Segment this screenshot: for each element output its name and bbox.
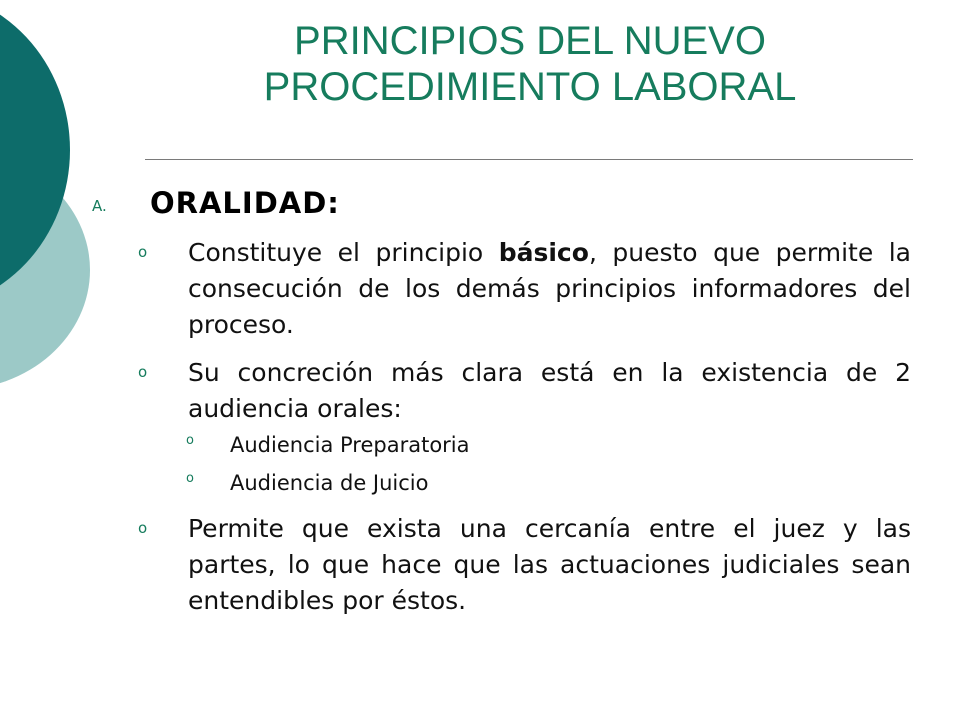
- bullet-list: [138, 235, 911, 631]
- bullet-text-post: , puesto que permite la consecución de los demás principios informadores del proceso.: [188, 238, 911, 339]
- bullet-text-pre: Constituye el principio: [188, 238, 499, 267]
- sub-bullet-item: [138, 467, 911, 499]
- bullet-marker: o: [138, 243, 148, 261]
- section-letter: A.: [92, 197, 107, 215]
- bullet-item: [138, 355, 911, 499]
- slide-title-line-2: PROCEDIMIENTO LABORAL: [263, 65, 797, 109]
- title-divider: [145, 159, 913, 160]
- sub-bullet-marker: o: [186, 471, 194, 486]
- bullet-text: Permite que exista una cercanía entre el juez y las partes, lo que hace que las actuaciones judiciales sean entendibles por éstos.: [188, 514, 911, 615]
- bullet-item: [138, 511, 911, 619]
- bullet-item: [138, 235, 911, 343]
- bullet-text-bold: básico: [498, 238, 589, 267]
- sub-bullet-text: Audiencia Preparatoria: [230, 433, 470, 457]
- sub-bullet-marker: o: [186, 433, 194, 448]
- slide-title: [150, 18, 910, 110]
- bullet-marker: o: [138, 363, 148, 381]
- sub-bullet-text: Audiencia de Juicio: [230, 471, 429, 495]
- slide-title-line-1: PRINCIPIOS DEL NUEVO: [294, 19, 766, 63]
- section-heading-text: ORALIDAD:: [150, 186, 340, 220]
- bullet-text: [188, 235, 911, 343]
- sub-bullet-item: [138, 429, 911, 461]
- bullet-text: Su concreción más clara está en la existencia de 2 audiencia orales:: [188, 358, 911, 423]
- bullet-marker: o: [138, 519, 148, 537]
